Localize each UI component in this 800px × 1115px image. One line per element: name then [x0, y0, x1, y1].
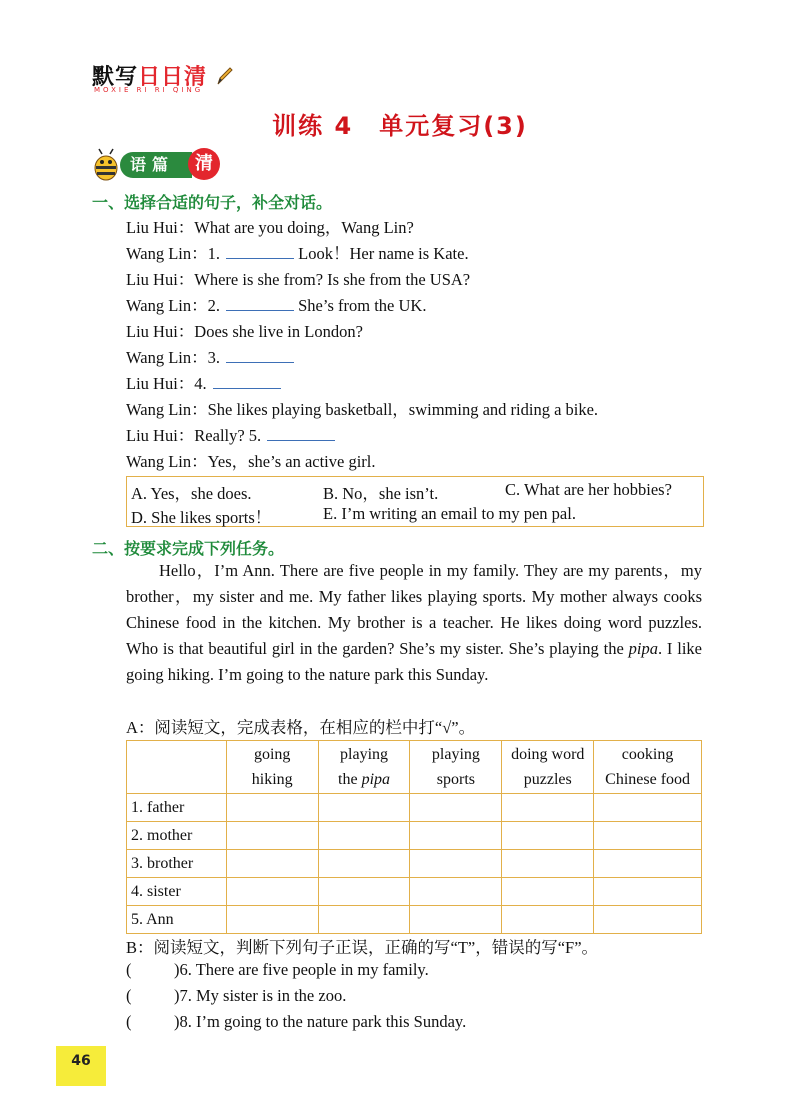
table-row: [127, 850, 702, 878]
header-cooking-chinese-food: cooking Chinese food: [594, 741, 702, 794]
answer-blank-5[interactable]: [267, 426, 335, 441]
check-cell[interactable]: [502, 794, 594, 822]
bee-mascot-icon: [92, 148, 120, 182]
check-cell[interactable]: [594, 794, 702, 822]
dialogue-line: Liu Hui：4.: [126, 370, 281, 394]
dialogue-line: Wang Lin：She likes playing basketball，swimming and riding a bike.: [126, 400, 599, 419]
section-badge: 语篇: [120, 152, 192, 178]
check-cell[interactable]: [318, 850, 410, 878]
dialogue-line: Wang Lin：Yes，she’s an active girl.: [126, 452, 376, 471]
page-title: 训练 4 单元复习(3): [272, 112, 528, 140]
options-box: [126, 476, 704, 527]
check-cell[interactable]: [502, 906, 594, 934]
option-e: E. I’m writing an email to my pen pal.: [323, 504, 576, 523]
answer-blank-2[interactable]: [226, 296, 294, 311]
task-a-instruction: A：阅读短文，完成表格，在相应的栏中打“√”。: [126, 718, 476, 737]
check-cell[interactable]: [502, 822, 594, 850]
brand-subtitle: MOXIE RI RI QING: [94, 86, 204, 94]
check-cell[interactable]: [226, 822, 318, 850]
answer-blank-3[interactable]: [226, 348, 294, 363]
dialogue-line: Liu Hui：Really? 5.: [126, 422, 335, 446]
option-b: B. No，she isn’t.: [323, 484, 439, 503]
check-cell[interactable]: [410, 878, 502, 906]
check-cell[interactable]: [318, 822, 410, 850]
dialogue-line: Liu Hui：Does she live in London?: [126, 322, 363, 341]
dialogue-line: Liu Hui：What are you doing，Wang Lin?: [126, 218, 414, 237]
section-badge-circle: 清: [188, 148, 220, 180]
row-label: 4. sister: [127, 878, 227, 906]
brand-text-a: 默写: [92, 65, 139, 90]
check-cell[interactable]: [318, 906, 410, 934]
option-d: D. She likes sports！: [131, 508, 272, 527]
answer-blank-4[interactable]: [213, 374, 281, 389]
true-false-item: ( )7. My sister is in the zoo.: [126, 986, 347, 1005]
table-row: [127, 794, 702, 822]
check-cell[interactable]: [502, 850, 594, 878]
check-cell[interactable]: [226, 878, 318, 906]
answer-blank-1[interactable]: [226, 244, 294, 259]
task-b-instruction: B：阅读短文，判断下列句子正误，正确的写“T”，错误的写“F”。: [126, 938, 599, 957]
check-cell[interactable]: [502, 878, 594, 906]
check-cell[interactable]: [410, 850, 502, 878]
dialogue-line: Wang Lin：3.: [126, 344, 294, 368]
pencil-icon: [216, 66, 234, 86]
option-c: C. What are her hobbies?: [505, 480, 672, 499]
row-label: 2. mother: [127, 822, 227, 850]
section2-heading: 二、按要求完成下列任务。: [92, 539, 285, 558]
table-row: [127, 906, 702, 934]
check-cell[interactable]: [318, 878, 410, 906]
check-cell[interactable]: [594, 906, 702, 934]
dialogue-line: Liu Hui：Where is she from? Is she from the USA?: [126, 270, 471, 289]
page-number: 46: [56, 1046, 106, 1086]
dialogue-line: Wang Lin：2. She’s from the UK.: [126, 296, 427, 315]
check-cell[interactable]: [318, 794, 410, 822]
header-playing-sports: playing sports: [410, 741, 502, 794]
check-cell[interactable]: [226, 906, 318, 934]
check-cell[interactable]: [594, 822, 702, 850]
checklist-table: [126, 740, 702, 934]
table-row: [127, 878, 702, 906]
reading-passage: Hello，I’m Ann. There are five people in my family. They are my parents，my brother，my sister and me. My father likes playing sports. My mother always cooks Chinese food in the kitchen. My brother is a teacher. He likes doing word puzzles. Who is that beautiful girl in the garden? She’s my sister. She’s playing the pipa. I like going hiking. I’m going to the nature park this Sunday.: [126, 561, 702, 684]
table-header-row: [127, 741, 702, 794]
row-label: 5. Ann: [127, 906, 227, 934]
brand-text-b: 日日清: [138, 65, 208, 90]
check-cell[interactable]: [226, 794, 318, 822]
check-cell[interactable]: [594, 850, 702, 878]
row-label: 1. father: [127, 794, 227, 822]
true-false-item: ( )8. I’m going to the nature park this Sunday.: [126, 1012, 467, 1031]
header-playing-pipa: playing the pipa: [318, 741, 410, 794]
section1-heading: 一、选择合适的句子，补全对话。: [92, 193, 333, 212]
check-cell[interactable]: [594, 878, 702, 906]
header-doing-word-puzzles: doing word puzzles: [502, 741, 594, 794]
table-corner-cell: [127, 741, 227, 794]
true-false-item: ( )6. There are five people in my family.: [126, 960, 429, 979]
row-label: 3. brother: [127, 850, 227, 878]
check-cell[interactable]: [410, 794, 502, 822]
table-row: [127, 822, 702, 850]
check-cell[interactable]: [410, 906, 502, 934]
check-cell[interactable]: [226, 850, 318, 878]
check-cell[interactable]: [410, 822, 502, 850]
dialogue-line: Wang Lin：1. Look！Her name is Kate.: [126, 244, 469, 263]
header-going-hiking: going hiking: [226, 741, 318, 794]
option-a: A. Yes，she does.: [131, 484, 252, 503]
